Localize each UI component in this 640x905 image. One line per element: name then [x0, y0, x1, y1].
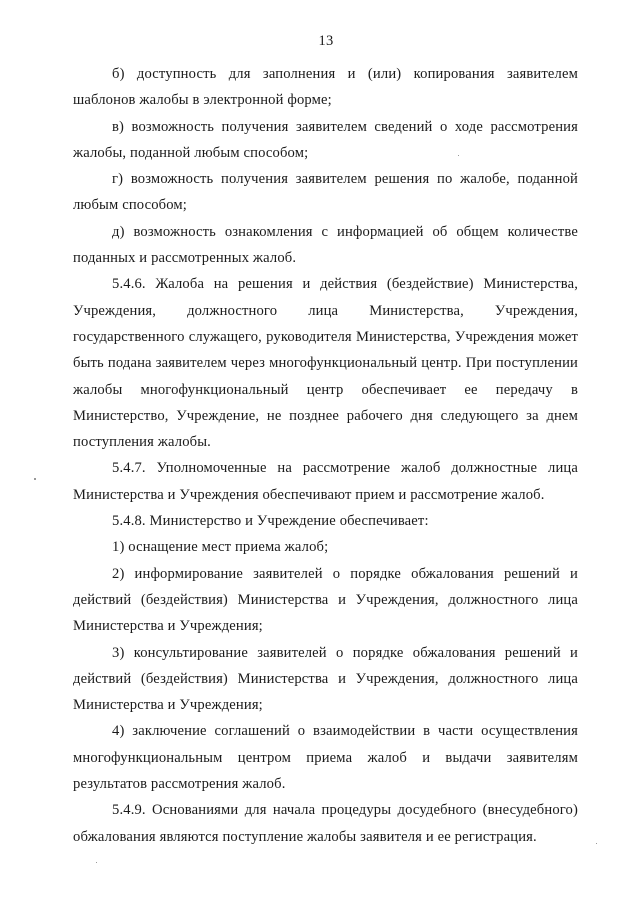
list-item-2: 2) информирование заявителей о порядке обжалования решений и действий (бездействия) Министерства и Учреждения, должностного лица Министерства и Учреждения;	[73, 565, 578, 635]
paragraph-g: г) возможность получения заявителем решения по жалобе, поданной любым способом;	[73, 171, 578, 214]
paragraph-5-4-8: 5.4.8. Министерство и Учреждение обеспечивает:	[112, 513, 429, 530]
scan-speck	[596, 843, 597, 844]
list-item-3: 3) консультирование заявителей о порядке обжалования решений и действий (бездействия) Министерства и Учреждения, должностного лица Министерства и Учреждения;	[73, 644, 578, 714]
list-item-1: 1) оснащение мест приема жалоб;	[112, 539, 329, 556]
document-body	[73, 61, 578, 850]
scan-speck	[96, 862, 97, 863]
paragraph-5-4-6: 5.4.6. Жалоба на решения и действия (бездействие) Министерства, Учреждения, должностного лица Министерства, Учреждения, государственного служащего, руководителя Министерства, Учреждения может быть подана заявителем через многофункциональный центр. При поступлении жалобы многофункциональный центр обеспечивает ее передачу в Министерство, Учреждение, не позднее рабочего дня следующего за днем поступления жалобы.	[73, 276, 578, 451]
paragraph-b: б) доступность для заполнения и (или) копирования заявителем шаблонов жалобы в электронной форме;	[73, 66, 578, 109]
paragraph-v: в) возможность получения заявителем сведений о ходе рассмотрения жалобы, поданной любым способом;	[73, 118, 578, 161]
page-number: 13	[318, 33, 334, 49]
scan-speck	[34, 478, 36, 480]
scan-speck	[458, 155, 459, 156]
paragraph-5-4-9: 5.4.9. Основаниями для начала процедуры досудебного (внесудебного) обжалования являются поступление жалобы заявителя и ее регистрация.	[73, 802, 578, 845]
list-item-4: 4) заключение соглашений о взаимодействии в части осуществления многофункциональным центром приема жалоб и выдачи заявителям результатов рассмотрения жалоб.	[73, 723, 578, 793]
paragraph-d: д) возможность ознакомления с информацией об общем количестве поданных и рассмотренных жалоб.	[73, 223, 578, 267]
paragraph-5-4-7: 5.4.7. Уполномоченные на рассмотрение жалоб должностные лица Министерства и Учреждения обеспечивают прием и рассмотрение жалоб.	[73, 460, 578, 503]
